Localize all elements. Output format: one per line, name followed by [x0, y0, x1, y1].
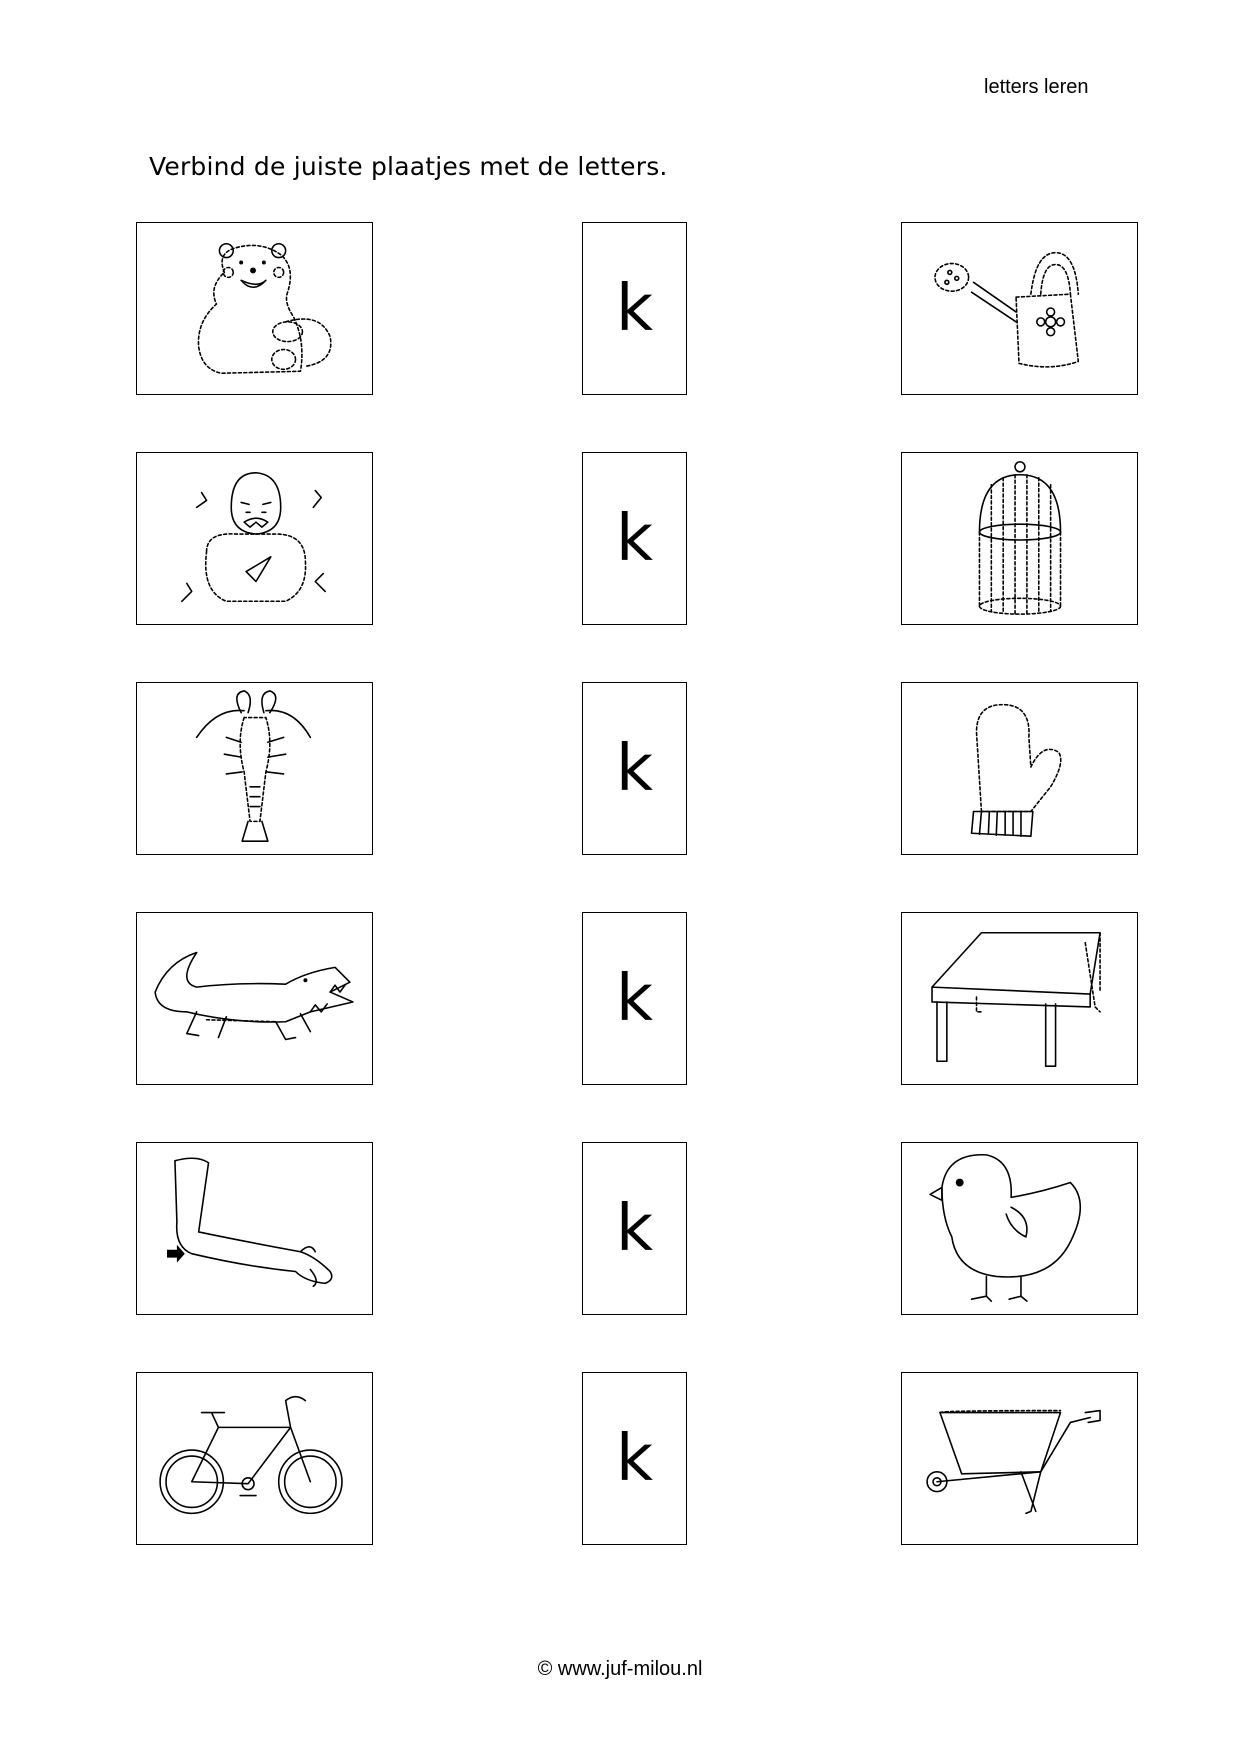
- letter-text: k: [615, 271, 654, 346]
- picture-card-wheelbarrow[interactable]: [901, 1372, 1138, 1545]
- picture-card-lobster[interactable]: [136, 682, 373, 855]
- letter-card[interactable]: [582, 912, 687, 1085]
- picture-card-elbow-arm[interactable]: [136, 1142, 373, 1315]
- picture-card-watering-can[interactable]: [901, 222, 1138, 395]
- shivering-child-icon: [137, 453, 372, 624]
- bear-icon: [137, 223, 372, 394]
- mitten-icon: [902, 683, 1137, 854]
- row-2: [0, 452, 1240, 627]
- birdcage-icon: [902, 453, 1137, 624]
- letter-card[interactable]: [582, 682, 687, 855]
- table-icon: [902, 913, 1137, 1084]
- footer-copyright: © www.juf-milou.nl: [537, 1658, 703, 1680]
- letter-text: k: [615, 1421, 654, 1496]
- letter-card[interactable]: [582, 1372, 687, 1545]
- row-3: [0, 682, 1240, 857]
- crocodile-icon: [137, 913, 372, 1084]
- wheelbarrow-icon: [902, 1373, 1137, 1544]
- letter-card[interactable]: [582, 222, 687, 395]
- header-title: letters leren: [984, 76, 1089, 98]
- letter-card[interactable]: [582, 1142, 687, 1315]
- letter-text: k: [615, 1191, 654, 1266]
- row-4: [0, 912, 1240, 1087]
- row-6: [0, 1372, 1240, 1547]
- lobster-icon: [137, 683, 372, 854]
- picture-card-bear[interactable]: [136, 222, 373, 395]
- picture-card-birdcage[interactable]: [901, 452, 1138, 625]
- picture-card-crocodile[interactable]: [136, 912, 373, 1085]
- letter-text: k: [615, 501, 654, 576]
- elbow-arm-icon: [137, 1143, 372, 1314]
- bicycle-icon: [137, 1373, 372, 1544]
- picture-card-mitten[interactable]: [901, 682, 1138, 855]
- letter-text: k: [615, 731, 654, 806]
- row-1: [0, 222, 1240, 397]
- picture-card-table[interactable]: [901, 912, 1138, 1085]
- row-5: [0, 1142, 1240, 1317]
- instruction-text: Verbind de juiste plaatjes met de letters.: [149, 152, 668, 181]
- picture-card-bicycle[interactable]: [136, 1372, 373, 1545]
- letter-card[interactable]: [582, 452, 687, 625]
- chick-icon: [902, 1143, 1137, 1314]
- picture-card-chick[interactable]: [901, 1142, 1138, 1315]
- picture-card-shivering-child[interactable]: [136, 452, 373, 625]
- watering-can-icon: [902, 223, 1137, 394]
- letter-text: k: [615, 961, 654, 1036]
